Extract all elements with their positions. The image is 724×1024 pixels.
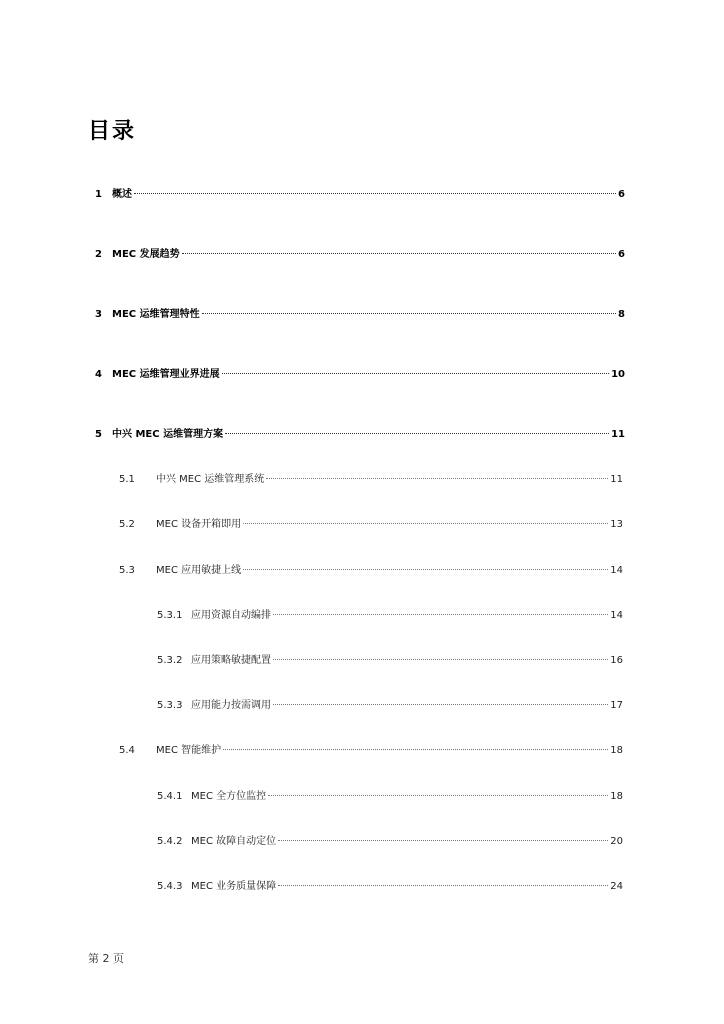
toc-page-number: 16 [610,655,623,666]
dot-leader [273,659,608,660]
dot-leader [243,523,608,524]
toc-page-number: 18 [610,745,623,756]
toc-entry-5-4-3[interactable] [157,877,623,892]
toc-page-number: 17 [610,700,623,711]
toc-number: 5.3.1 [157,610,183,621]
toc-entry-5-3[interactable] [119,561,623,576]
toc-title: MEC 设备开箱即用 [156,519,242,530]
dot-leader [273,704,608,705]
toc-title: MEC 业务质量保障 [191,881,277,892]
toc-page-number: 24 [610,881,623,892]
toc-title: MEC 应用敏捷上线 [156,565,242,576]
toc-entry-5-4-1[interactable] [157,787,623,802]
dot-leader [223,749,608,750]
toc-number: 5.3.3 [157,700,183,711]
toc-entry-5-3-2[interactable] [157,651,623,666]
toc-page-number: 13 [610,519,623,530]
toc-title: MEC 运维管理业界进展 [112,369,220,380]
toc-page-number: 11 [611,429,625,440]
dot-leader [266,478,608,479]
page-title: 目录 [88,119,137,144]
toc-title: 应用资源自动编排 [191,610,271,621]
toc-number: 5.4.1 [157,791,183,802]
toc-entry-5-3-1[interactable] [157,606,623,621]
toc-entry-5-4[interactable] [119,741,623,756]
toc-title: MEC 运维管理特性 [112,309,200,320]
toc-number: 5.4 [119,745,135,756]
toc-title: 应用策略敏捷配置 [191,655,271,666]
toc-title: MEC 发展趋势 [112,249,180,260]
dot-leader [134,193,616,194]
dot-leader [225,433,609,434]
toc-title: 概述 [112,189,132,200]
page-footer: 第 2 页 [88,952,124,965]
toc-number: 5.4.2 [157,836,183,847]
dot-leader [243,569,608,570]
dot-leader [278,840,608,841]
toc-entry-3[interactable] [95,305,625,320]
toc-entry-5-1[interactable] [119,470,623,485]
toc-title: 应用能力按需调用 [191,700,271,711]
toc-number: 4 [95,369,102,380]
toc-number: 5.4.3 [157,881,183,892]
dot-leader [222,373,609,374]
toc-title: MEC 故障自动定位 [191,836,277,847]
toc-number: 5.2 [119,519,135,530]
dot-leader [182,253,616,254]
toc-entry-5-4-2[interactable] [157,832,623,847]
toc-page-number: 14 [610,565,623,576]
toc-number: 5.1 [119,474,135,485]
toc-entry-5[interactable] [95,425,625,440]
toc-number: 5.3 [119,565,135,576]
dot-leader [273,614,608,615]
toc-number: 1 [95,189,102,200]
toc-entry-5-3-3[interactable] [157,696,623,711]
toc-page-number: 18 [610,791,623,802]
toc-page-number: 20 [610,836,623,847]
toc-number: 2 [95,249,102,260]
toc-page-number: 14 [610,610,623,621]
toc-number: 5.3.2 [157,655,183,666]
toc-entry-2[interactable] [95,245,625,260]
dot-leader [278,885,608,886]
toc-title: MEC 智能维护 [156,745,222,756]
toc-entry-4[interactable] [95,365,625,380]
toc-number: 5 [95,429,102,440]
toc-page-number: 11 [610,474,623,485]
toc-page-number: 10 [611,369,625,380]
toc-number: 3 [95,309,102,320]
toc-page-number: 6 [618,189,625,200]
dot-leader [202,313,616,314]
toc-entry-5-2[interactable] [119,515,623,530]
toc-title: 中兴 MEC 运维管理方案 [112,429,224,440]
toc-page-number: 6 [618,249,625,260]
toc-page-number: 8 [618,309,625,320]
toc-title: MEC 全方位监控 [191,791,267,802]
toc-title: 中兴 MEC 运维管理系统 [156,474,265,485]
toc-entry-1[interactable] [95,185,625,200]
dot-leader [268,795,608,796]
